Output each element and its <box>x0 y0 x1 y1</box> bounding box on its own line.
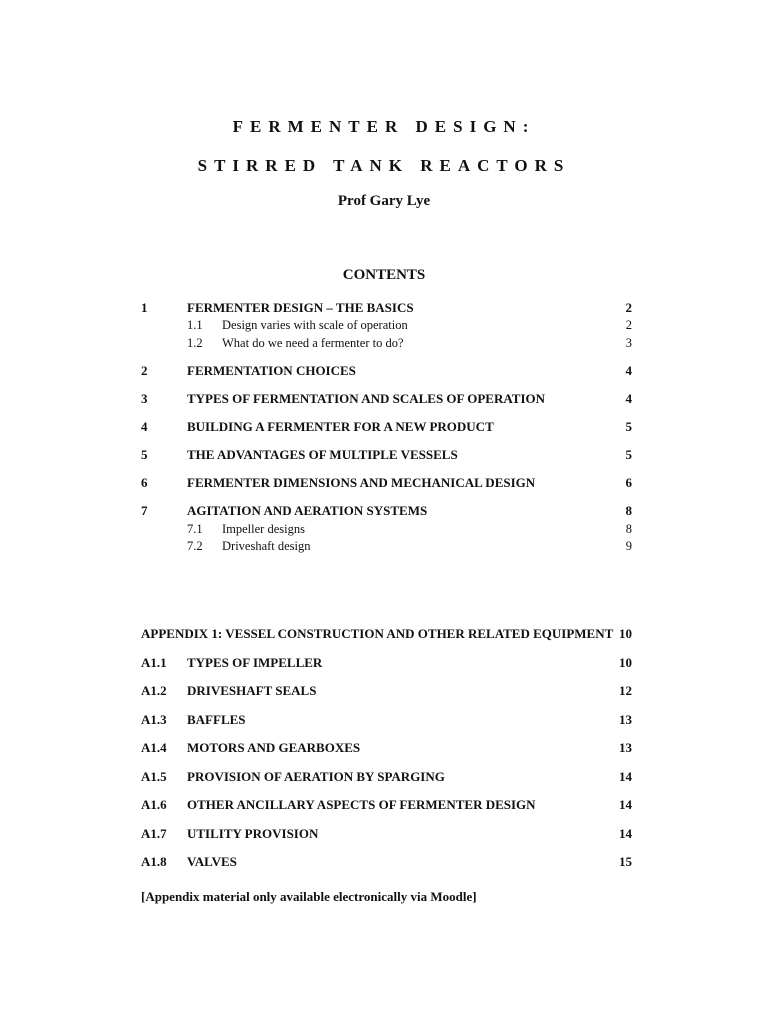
toc-appendix-page: 10 <box>619 626 632 641</box>
toc-entry-page: 12 <box>619 683 632 698</box>
toc-appendix-label: APPENDIX 1: VESSEL CONSTRUCTION AND OTHER RELATED EQUIPMENT <box>141 626 614 641</box>
toc-entry-page: 13 <box>619 740 632 755</box>
toc-entry-label: Driveshaft design <box>222 539 311 553</box>
appendix-note: [Appendix material only available electronically via Moodle] <box>141 889 477 904</box>
toc-entry-4 <box>141 418 632 436</box>
document-title-line-1: FERMENTER DESIGN: <box>232 117 536 136</box>
toc-entry-label: THE ADVANTAGES OF MULTIPLE VESSELS <box>187 447 458 462</box>
toc-entry-number: 1 <box>141 300 148 315</box>
toc-entry-a1-1 <box>141 654 632 672</box>
toc-entry-page: 2 <box>625 300 632 315</box>
toc-entry-number: 7.1 <box>187 522 203 536</box>
toc-entry-page: 14 <box>619 826 632 841</box>
toc-entry-label: TYPES OF FERMENTATION AND SCALES OF OPERATION <box>187 391 546 406</box>
toc-entry-label: BUILDING A FERMENTER FOR A NEW PRODUCT <box>187 419 494 434</box>
toc-entry-page: 2 <box>625 318 632 332</box>
toc-entry-a1-4 <box>141 739 632 757</box>
toc-entry-a1-2 <box>141 682 632 700</box>
toc-entry-page: 14 <box>619 797 632 812</box>
toc-entry-page: 5 <box>625 419 632 434</box>
toc-entry-page: 5 <box>625 447 632 462</box>
toc-entry-7 <box>141 502 632 520</box>
toc-entry-number: 2 <box>141 363 148 378</box>
toc-entry-page: 9 <box>625 539 632 553</box>
toc-entry-number: A1.1 <box>141 655 167 670</box>
toc-entry-2 <box>141 362 632 380</box>
document-title-line-2: STIRRED TANK REACTORS <box>197 156 571 175</box>
toc-entry-number: 1.2 <box>187 336 203 350</box>
toc-entry-label: Design varies with scale of operation <box>222 318 408 332</box>
toc-entry-5 <box>141 446 632 464</box>
toc-entry-label: DRIVESHAFT SEALS <box>187 683 317 698</box>
toc-entry-page: 15 <box>619 854 632 869</box>
toc-entry-label: OTHER ANCILLARY ASPECTS OF FERMENTER DESIGN <box>187 797 536 812</box>
toc-entry-number: 1.1 <box>187 318 203 332</box>
toc-entry-number: 5 <box>141 447 148 462</box>
toc-entry-label: BAFFLES <box>187 712 246 727</box>
toc-entry-label: What do we need a fermenter to do? <box>222 336 404 350</box>
toc-entry-number: A1.5 <box>141 769 167 784</box>
toc-entry-1 <box>141 299 632 317</box>
toc-entry-label: UTILITY PROVISION <box>187 826 319 841</box>
toc-entry-3 <box>141 390 632 408</box>
toc-entry-7-1 <box>141 520 632 538</box>
toc-entry-number: A1.8 <box>141 854 167 869</box>
toc-entry-7-2 <box>141 537 632 555</box>
toc-entry-page: 10 <box>619 655 632 670</box>
toc-entry-number: 4 <box>141 419 148 434</box>
toc-entry-label: FERMENTER DIMENSIONS AND MECHANICAL DESIGN <box>187 475 536 490</box>
toc-entry-number: A1.4 <box>141 740 167 755</box>
toc-entry-number: A1.2 <box>141 683 167 698</box>
toc-entry-page: 6 <box>625 475 632 490</box>
toc-entry-number: A1.3 <box>141 712 167 727</box>
toc-entry-number: A1.6 <box>141 797 167 812</box>
toc-entry-page: 8 <box>625 522 632 536</box>
toc-entry-label: FERMENTATION CHOICES <box>187 363 356 378</box>
toc-entry-page: 14 <box>619 769 632 784</box>
toc-entry-label: FERMENTER DESIGN – THE BASICS <box>187 300 414 315</box>
toc-entry-1-1 <box>141 316 632 334</box>
toc-entry-number: 7.2 <box>187 539 203 553</box>
author-name: Prof Gary Lye <box>337 193 431 209</box>
toc-entry-a1-5 <box>141 768 632 786</box>
toc-entry-page: 4 <box>625 363 632 378</box>
toc-entry-label: TYPES OF IMPELLER <box>187 655 323 670</box>
toc-entry-a1-8 <box>141 853 632 871</box>
toc-entry-a1-3 <box>141 711 632 729</box>
toc-entry-label: VALVES <box>187 854 237 869</box>
toc-entry-label: PROVISION OF AERATION BY SPARGING <box>187 769 445 784</box>
toc-entry-a1-7 <box>141 825 632 843</box>
toc-entry-6 <box>141 474 632 492</box>
toc-entry-number: A1.7 <box>141 826 167 841</box>
toc-entry-label: AGITATION AND AERATION SYSTEMS <box>187 503 428 518</box>
toc-entry-page: 4 <box>625 391 632 406</box>
toc-appendix-1 <box>141 625 632 643</box>
toc-entry-1-2 <box>141 334 632 352</box>
toc-entry-number: 3 <box>141 391 148 406</box>
toc-entry-page: 8 <box>625 503 632 518</box>
toc-entry-page: 13 <box>619 712 632 727</box>
toc-entry-page: 3 <box>625 336 632 350</box>
toc-entry-a1-6 <box>141 796 632 814</box>
toc-entry-label: MOTORS AND GEARBOXES <box>187 740 361 755</box>
toc-entry-label: Impeller designs <box>222 522 305 536</box>
toc-entry-number: 6 <box>141 475 148 490</box>
toc-entry-number: 7 <box>141 503 148 518</box>
contents-heading: CONTENTS <box>342 267 426 283</box>
